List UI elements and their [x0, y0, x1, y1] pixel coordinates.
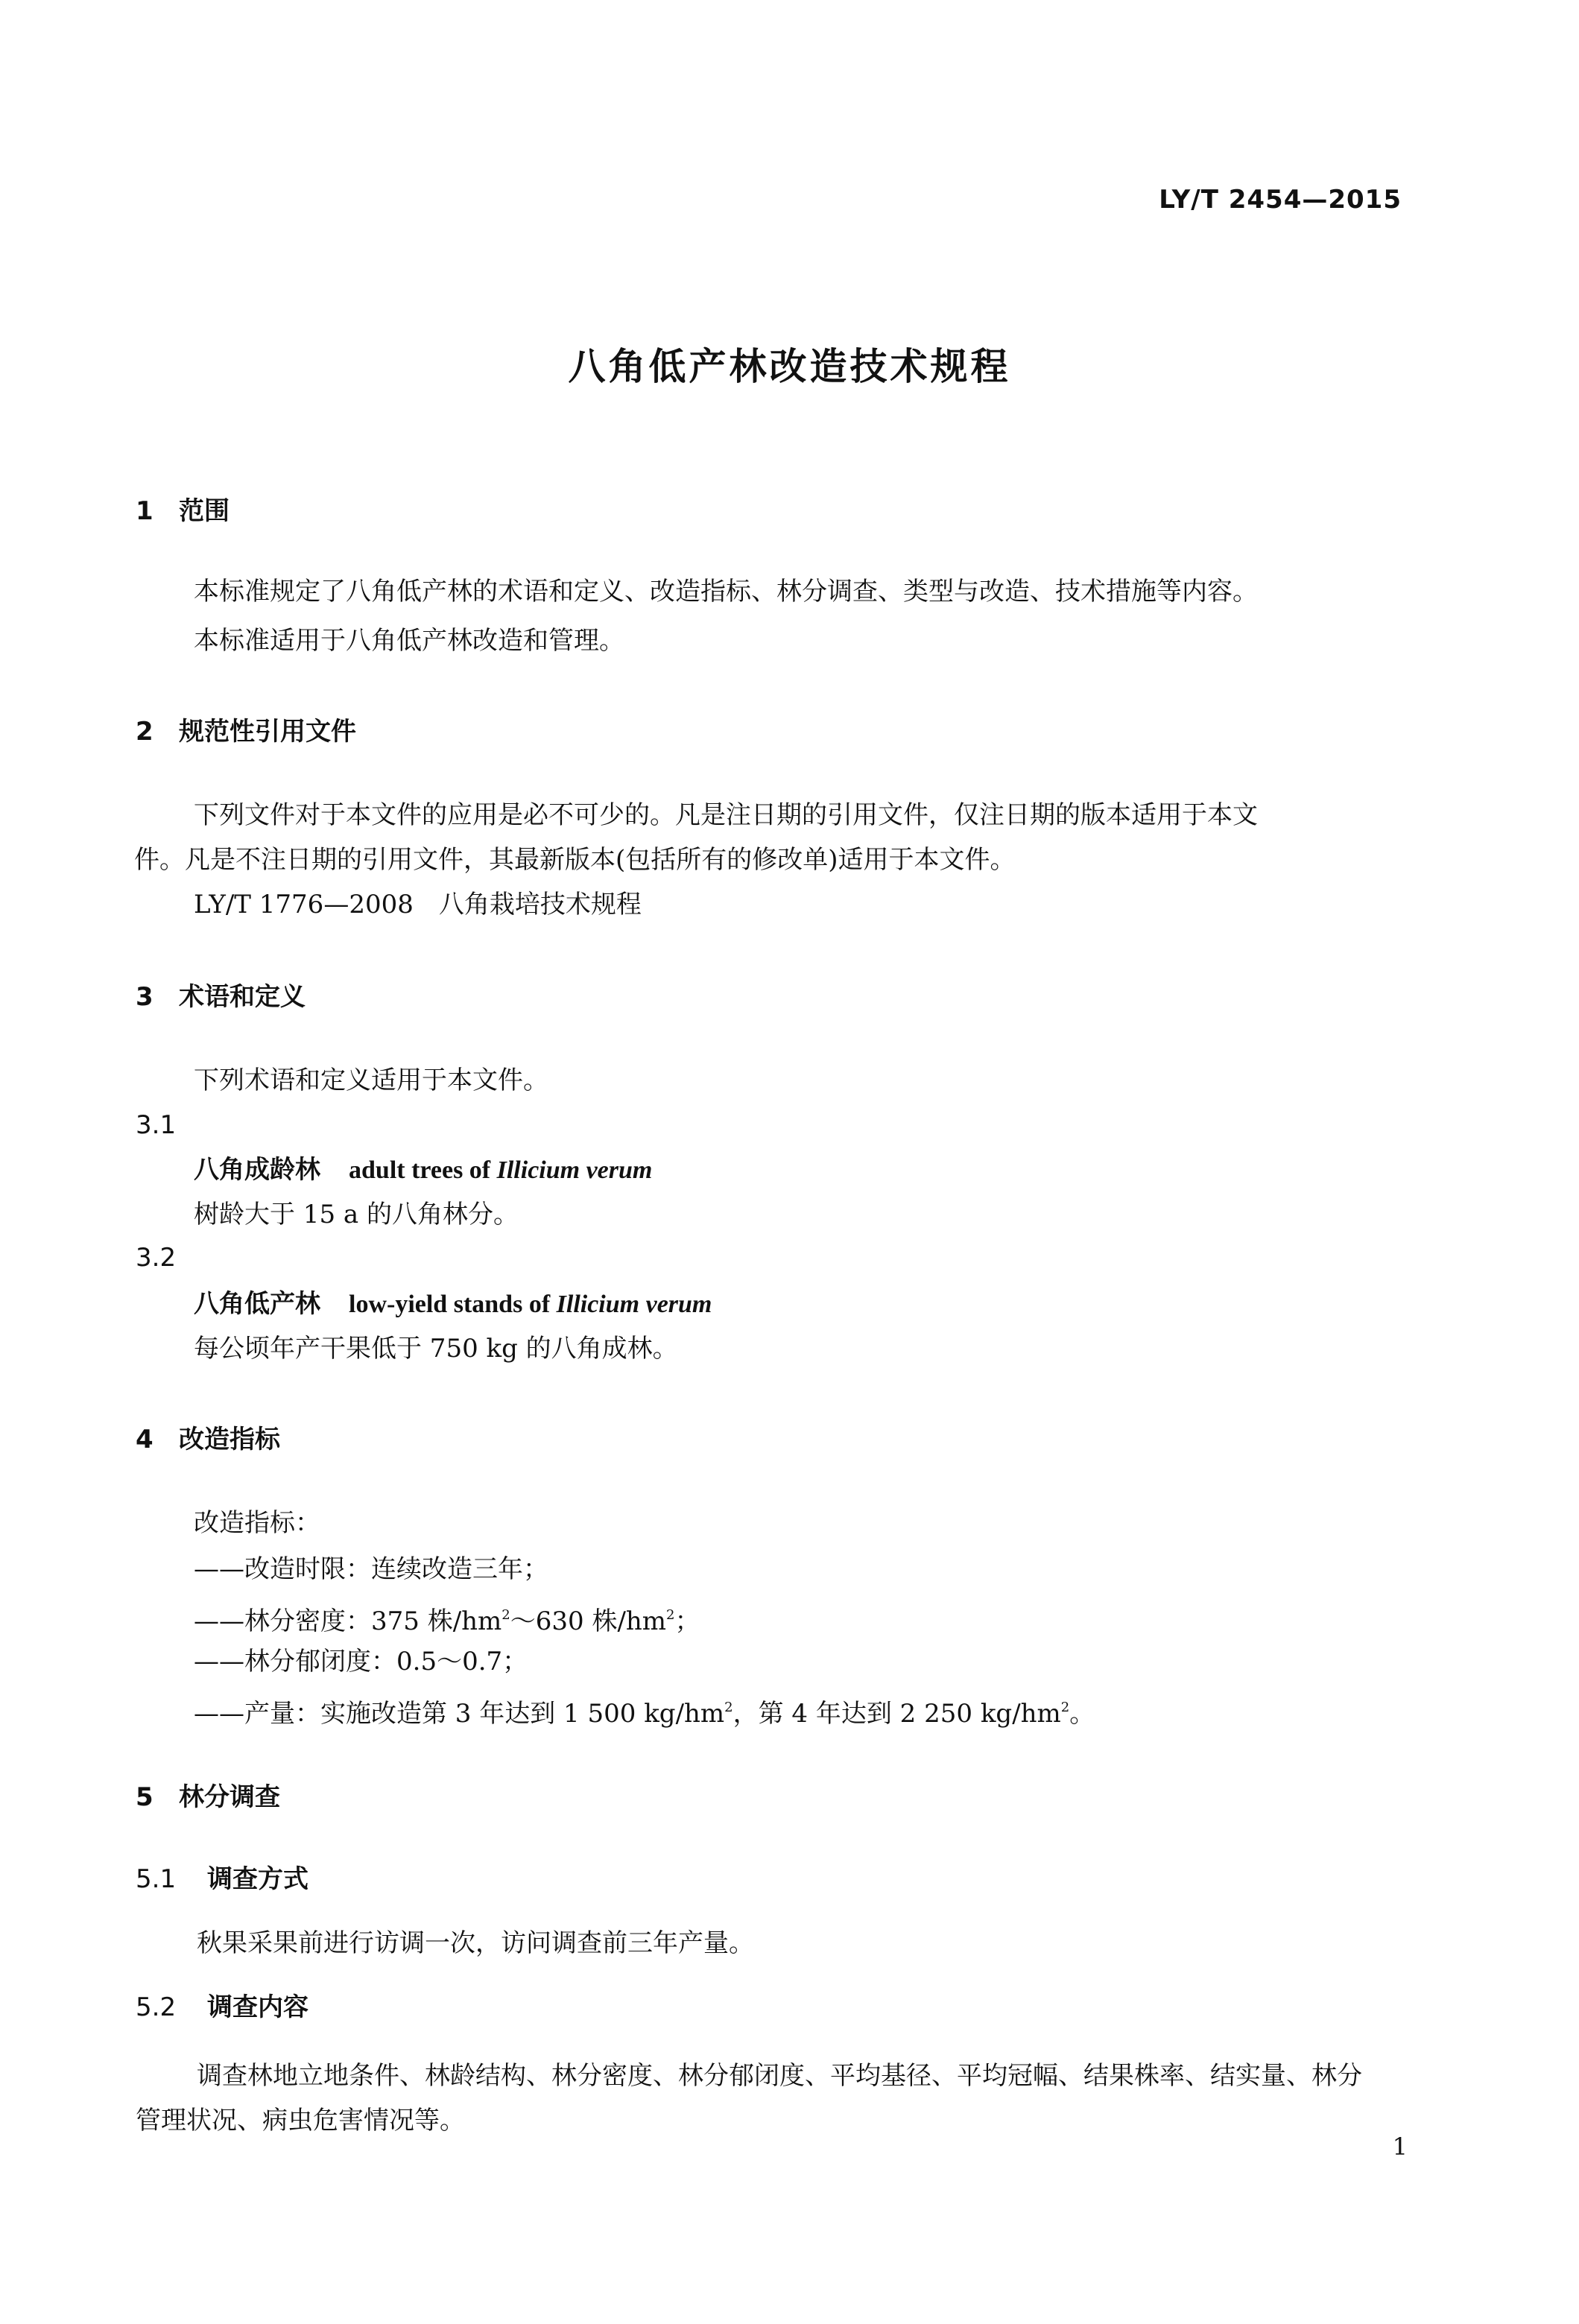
section-number: 1 — [136, 496, 154, 526]
subsection-5-2-heading — [136, 1986, 308, 2023]
list-item: ——改造时限：连续改造三年； — [194, 1554, 548, 1584]
paragraph: 改造指标： — [194, 1508, 320, 1538]
term-chinese: 八角低产林 — [194, 1289, 320, 1319]
paragraph: 件。凡是不注日期的引用文件，其最新版本(包括所有的修改单)适用于本文件。 — [134, 845, 1016, 875]
section-title: 改造指标 — [179, 1425, 280, 1454]
term-definition: 每公顷年产干果低于 750 kg 的八角成林。 — [194, 1334, 678, 1364]
term-number: 3.1 — [136, 1110, 177, 1140]
paragraph: 管理状况、病虫危害情况等。 — [136, 2106, 465, 2135]
reference-title: 八角栽培技术规程 — [438, 890, 642, 919]
term-english: adult trees of Illicium verum — [349, 1156, 653, 1184]
section-number: 2 — [136, 717, 154, 747]
section-title: 林分调查 — [179, 1782, 280, 1812]
section-title: 范围 — [179, 496, 230, 526]
normative-reference — [194, 882, 642, 927]
section-5-heading — [136, 1776, 280, 1813]
section-4-heading — [136, 1419, 280, 1455]
section-title: 规范性引用文件 — [179, 717, 356, 747]
paragraph: 本标准规定了八角低产林的术语和定义、改造指标、林分调查、类型与改造、技术措施等内容。 — [194, 577, 1258, 607]
list-item: ——林分密度：375 株$/hm^2\sim 630$ 株$/hm^2$； — [194, 1606, 700, 1636]
term-heading — [194, 1147, 652, 1193]
paragraph: 下列文件对于本文件的应用是必不可少的。凡是注日期的引用文件，仅注日期的版本适用于本文 — [194, 800, 1258, 830]
page-number: 1 — [1392, 2133, 1408, 2161]
term-heading — [194, 1282, 712, 1327]
subsection-title: 调查方式 — [207, 1864, 308, 1894]
paragraph: 本标准适用于八角低产林改造和管理。 — [194, 626, 624, 656]
paragraph: 调查林地立地条件、林龄结构、林分密度、林分郁闭度、平均基径、平均冠幅、结果株率、结实量、林分 — [197, 2061, 1362, 2091]
section-title: 术语和定义 — [179, 982, 306, 1012]
list-item: ——产量：实施改造第 3 年达到 1 500 $kg/hm^2$，第 4 年达到 2 250 $kg/hm^2$。 — [194, 1699, 1095, 1729]
subsection-number: 5.1 — [136, 1864, 177, 1894]
term-english: low-yield stands of Illicium verum — [349, 1291, 712, 1318]
subsection-title: 调查内容 — [207, 1992, 308, 2022]
document-title: 八角低产林改造技术规程 — [568, 345, 1011, 388]
standard-code: LY/T 2454—2015 — [1159, 185, 1402, 215]
section-number: 3 — [136, 982, 154, 1012]
section-number: 4 — [136, 1425, 154, 1454]
term-number: 3.2 — [136, 1243, 177, 1273]
term-chinese: 八角成龄林 — [194, 1155, 320, 1185]
reference-code: LY/T 1776—2008 — [194, 890, 414, 919]
section-number: 5 — [136, 1782, 154, 1812]
section-1-heading — [136, 490, 230, 527]
list-item: ——林分郁闭度：0.5～0.7； — [194, 1647, 528, 1676]
subsection-number: 5.2 — [136, 1992, 177, 2022]
paragraph: 下列术语和定义适用于本文件。 — [194, 1066, 548, 1095]
subsection-5-1-heading — [136, 1858, 308, 1895]
paragraph: 秋果采果前进行访调一次，访问调查前三年产量。 — [197, 1928, 754, 1958]
term-definition: 树龄大于 15 a 的八角林分。 — [194, 1200, 519, 1229]
section-3-heading — [136, 976, 306, 1013]
section-2-heading — [136, 711, 356, 747]
